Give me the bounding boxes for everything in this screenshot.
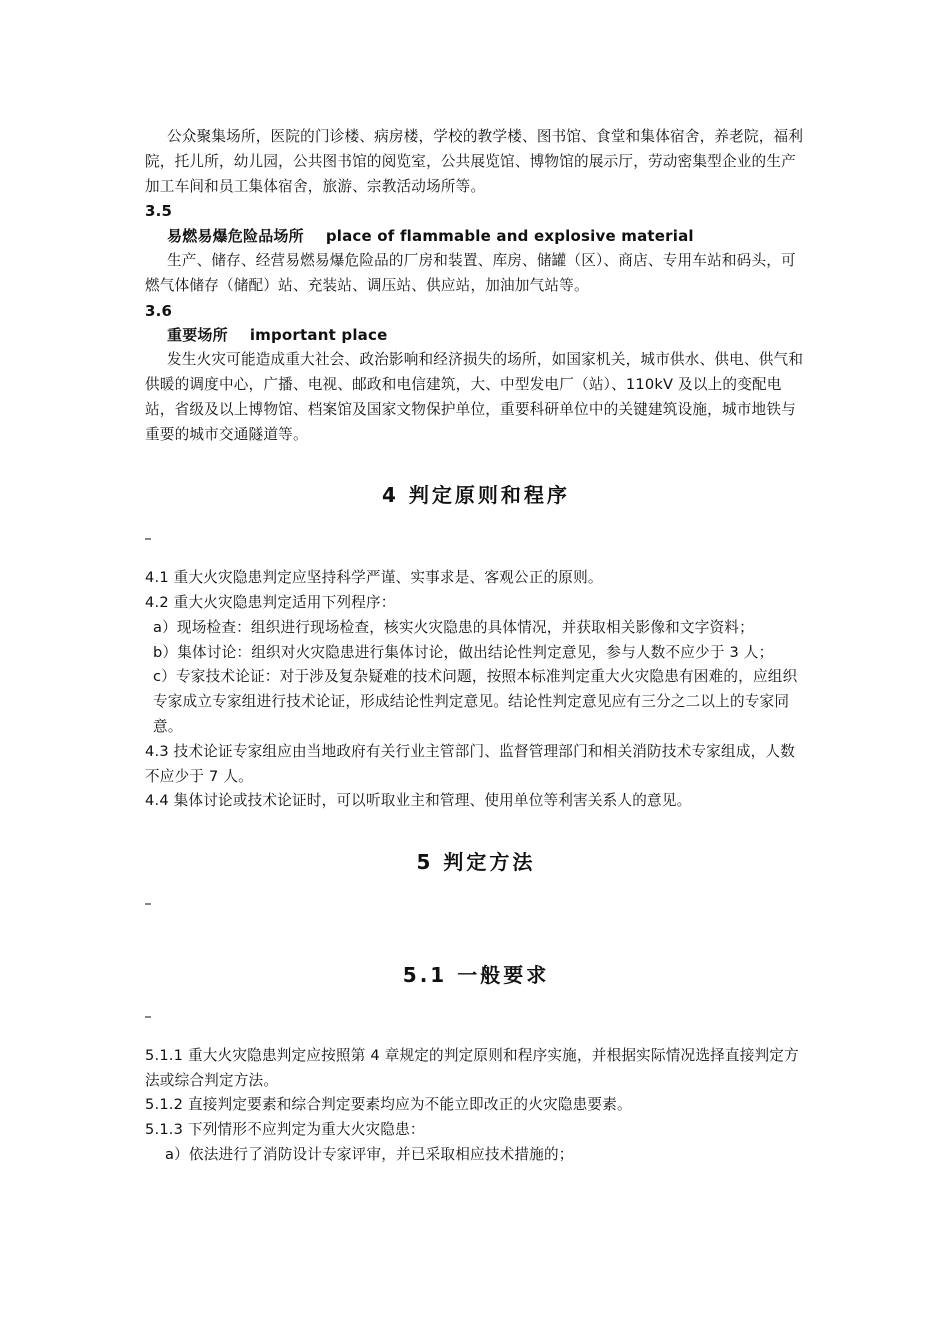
term-en: important place xyxy=(249,326,388,345)
chapter-5-title: 5 判定方法 xyxy=(416,850,536,875)
clause-4-2: 4.2 重大火灾隐患判定适用下列程序： xyxy=(145,593,396,611)
paragraph-3-6-body: 发生火灾可能造成重大社会、政治影响和经济损失的场所，如国家机关，城市供水、供电、供气和供暖的调度中心，广播、电视、邮政和电信建筑，大、中型发电厂（站）、110kV 及以上的变配电站，省级及以上博物馆、档案馆及国家文物保护单位，重要科研单位中的关键建筑设施，城市地铁与重要的城市交通隧道等。 xyxy=(145,351,804,443)
clause-4-4: 4.4 集体讨论或技术论证时，可以听取业主和管理、使用单位等利害关系人的意见。 xyxy=(145,792,692,810)
clause-4-3: 4.3 技术论证专家组应由当地政府有关行业主管部门、监督管理部门和相关消防技术专家组成，人数不应少于 7 人。 xyxy=(145,742,795,785)
paragraph-3-5-body: 生产、储存、经营易燃易爆危险品的厂房和装置、库房、储罐（区）、商店、专用车站和码头，可燃气体储存（储配）站、充装站、调压站、供应站，加油加气站等。 xyxy=(145,251,796,294)
term-en: place of flammable and explosive material xyxy=(325,227,694,246)
clause-5-1-2: 5.1.2 直接判定要素和综合判定要素均应为不能立即改正的火灾隐患要素。 xyxy=(145,1096,632,1114)
section-number-3-6: 3.6 xyxy=(145,301,173,320)
list-item-c: c）专家技术论证：对于涉及复杂疑难的技术问题，按照本标准判定重大火灾隐患有困难的，应组织专家成立专家组进行技术论证，形成结论性判定意见。结论性判定意见应有三分之二以上的专家同意。 xyxy=(153,668,798,735)
list-item-b: b）集体讨论：组织对火灾隐患进行集体讨论，做出结论性判定意见，参与人数不应少于 3 人； xyxy=(153,643,774,661)
list-item-a: a）依法进行了消防设计专家评审，并已采取相应技术措施的； xyxy=(165,1145,574,1163)
term-cn: 重要场所 xyxy=(167,326,228,345)
clause-5-1-3: 5.1.3 下列情形不应判定为重大火灾隐患： xyxy=(145,1121,425,1139)
term-3-6 xyxy=(145,323,807,348)
term-3-5 xyxy=(145,224,807,249)
term-cn: 易燃易爆危险品场所 xyxy=(167,227,304,246)
chapter-4-title: 4 判定原则和程序 xyxy=(382,483,570,508)
section-number-3-5: 3.5 xyxy=(145,202,173,221)
section-5-1-title: 5.1 一般要求 xyxy=(402,962,550,987)
paragraph-3-4-body: 公众聚集场所，医院的门诊楼、病房楼，学校的教学楼、图书馆、食堂和集体宿舍，养老院，福利院，托儿所，幼儿园，公共图书馆的阅览室，公共展览馆、博物馆的展示厅，劳动密集型企业的生产加工车间和员工集体宿舍，旅游、宗教活动场所等。 xyxy=(145,128,804,195)
list-item-a: a）现场检查：组织进行现场检查，核实火灾隐患的具体情况，并获取相关影像和文字资料； xyxy=(153,618,754,636)
document-page xyxy=(145,125,807,1168)
clause-4-1: 4.1 重大火灾隐患判定应坚持科学严谨、实事求是、客观公正的原则。 xyxy=(145,569,603,587)
clause-5-1-1: 5.1.1 重大火灾隐患判定应按照第 4 章规定的判定原则和程序实施，并根据实际情况选择直接判定方法或综合判定方法。 xyxy=(145,1046,799,1089)
